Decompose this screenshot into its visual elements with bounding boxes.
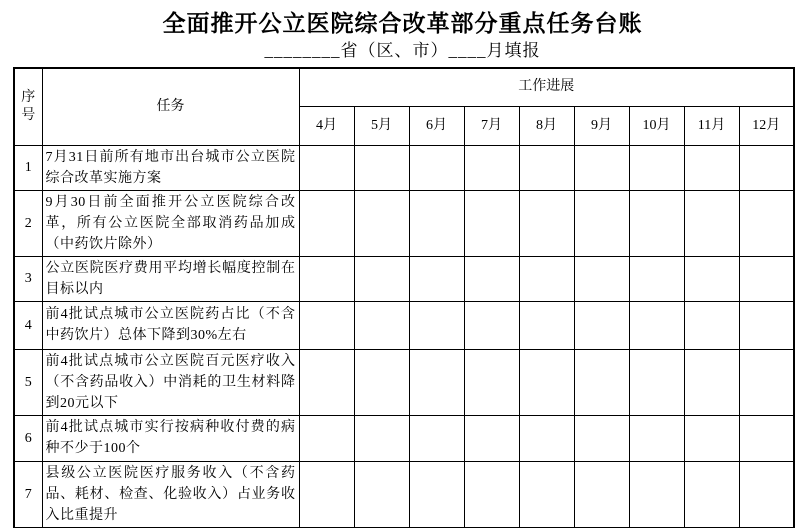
month-header: 8月 bbox=[519, 106, 574, 145]
month-header: 7月 bbox=[464, 106, 519, 145]
index-column-header: 序号 bbox=[14, 68, 42, 145]
progress-cell bbox=[354, 415, 409, 461]
progress-cell bbox=[519, 415, 574, 461]
month-header: 12月 bbox=[739, 106, 794, 145]
progress-cell bbox=[464, 145, 519, 190]
month-header: 6月 bbox=[409, 106, 464, 145]
month-header: 9月 bbox=[574, 106, 629, 145]
progress-cell bbox=[684, 415, 739, 461]
progress-cell bbox=[739, 349, 794, 415]
row-index: 7 bbox=[14, 461, 42, 528]
progress-cell bbox=[574, 301, 629, 349]
progress-cell bbox=[684, 256, 739, 301]
row-index: 1 bbox=[14, 145, 42, 190]
progress-cell bbox=[409, 415, 464, 461]
task-text: 前4批试点城市公立医院百元医疗收入（不含药品收入）中消耗的卫生材料降到20元以下 bbox=[42, 349, 299, 415]
progress-cell bbox=[354, 190, 409, 256]
task-ledger-table bbox=[13, 67, 795, 528]
progress-cell bbox=[464, 461, 519, 528]
progress-cell bbox=[519, 256, 574, 301]
progress-cell bbox=[409, 461, 464, 528]
progress-cell bbox=[684, 301, 739, 349]
task-text: 前4批试点城市实行按病种收付费的病种不少于100个 bbox=[42, 415, 299, 461]
row-index: 5 bbox=[14, 349, 42, 415]
progress-cell bbox=[354, 349, 409, 415]
table-row bbox=[14, 415, 794, 461]
month-header: 4月 bbox=[299, 106, 354, 145]
page-subtitle: ________省（区、市）____月填报 bbox=[264, 41, 541, 60]
progress-cell bbox=[574, 190, 629, 256]
progress-cell bbox=[354, 301, 409, 349]
progress-cell bbox=[519, 145, 574, 190]
task-text: 县级公立医院医疗服务收入（不含药品、耗材、检查、化验收入）占业务收入比重提升 bbox=[42, 461, 299, 528]
progress-cell bbox=[574, 349, 629, 415]
progress-cell bbox=[684, 461, 739, 528]
progress-cell bbox=[629, 349, 684, 415]
month-header: 10月 bbox=[629, 106, 684, 145]
table-row bbox=[14, 461, 794, 528]
progress-cell bbox=[629, 415, 684, 461]
progress-cell bbox=[299, 461, 354, 528]
progress-cell bbox=[409, 349, 464, 415]
progress-cell bbox=[299, 190, 354, 256]
progress-cell bbox=[299, 415, 354, 461]
header-row-top bbox=[14, 68, 794, 106]
progress-cell bbox=[299, 301, 354, 349]
progress-group-header: 工作进展 bbox=[299, 68, 794, 106]
progress-cell bbox=[684, 145, 739, 190]
progress-cell bbox=[299, 256, 354, 301]
task-text: 公立医院医疗费用平均增长幅度控制在目标以内 bbox=[42, 256, 299, 301]
progress-cell bbox=[464, 415, 519, 461]
progress-cell bbox=[464, 301, 519, 349]
progress-cell bbox=[629, 145, 684, 190]
progress-cell bbox=[629, 461, 684, 528]
progress-cell bbox=[464, 349, 519, 415]
progress-cell bbox=[739, 190, 794, 256]
progress-cell bbox=[574, 415, 629, 461]
progress-cell bbox=[299, 145, 354, 190]
progress-cell bbox=[739, 145, 794, 190]
progress-cell bbox=[684, 190, 739, 256]
progress-cell bbox=[739, 415, 794, 461]
table-row bbox=[14, 349, 794, 415]
progress-cell bbox=[574, 145, 629, 190]
progress-cell bbox=[409, 301, 464, 349]
table-row bbox=[14, 256, 794, 301]
progress-cell bbox=[629, 256, 684, 301]
row-index: 2 bbox=[14, 190, 42, 256]
task-text: 7月31日前所有地市出台城市公立医院综合改革实施方案 bbox=[42, 145, 299, 190]
progress-cell bbox=[409, 190, 464, 256]
progress-cell bbox=[684, 349, 739, 415]
task-text: 前4批试点城市公立医院药占比（不含中药饮片）总体下降到30%左右 bbox=[42, 301, 299, 349]
row-index: 6 bbox=[14, 415, 42, 461]
progress-cell bbox=[464, 190, 519, 256]
task-column-header: 任务 bbox=[42, 68, 299, 145]
progress-cell bbox=[409, 256, 464, 301]
progress-cell bbox=[574, 256, 629, 301]
month-header: 5月 bbox=[354, 106, 409, 145]
progress-cell bbox=[739, 301, 794, 349]
month-header: 11月 bbox=[684, 106, 739, 145]
table-row bbox=[14, 301, 794, 349]
table-row bbox=[14, 190, 794, 256]
progress-cell bbox=[629, 301, 684, 349]
progress-cell bbox=[519, 349, 574, 415]
progress-cell bbox=[739, 256, 794, 301]
progress-cell bbox=[519, 461, 574, 528]
progress-cell bbox=[409, 145, 464, 190]
progress-cell bbox=[354, 145, 409, 190]
progress-cell bbox=[299, 349, 354, 415]
progress-cell bbox=[519, 301, 574, 349]
progress-cell bbox=[574, 461, 629, 528]
task-text: 9月30日前全面推开公立医院综合改革，所有公立医院全部取消药品加成（中药饮片除外） bbox=[42, 190, 299, 256]
row-index: 3 bbox=[14, 256, 42, 301]
progress-cell bbox=[629, 190, 684, 256]
page-title: 全面推开公立医院综合改革部分重点任务台账 bbox=[162, 11, 643, 36]
progress-cell bbox=[519, 190, 574, 256]
progress-cell bbox=[464, 256, 519, 301]
row-index: 4 bbox=[14, 301, 42, 349]
progress-cell bbox=[739, 461, 794, 528]
table-row bbox=[14, 145, 794, 190]
progress-cell bbox=[354, 256, 409, 301]
progress-cell bbox=[354, 461, 409, 528]
